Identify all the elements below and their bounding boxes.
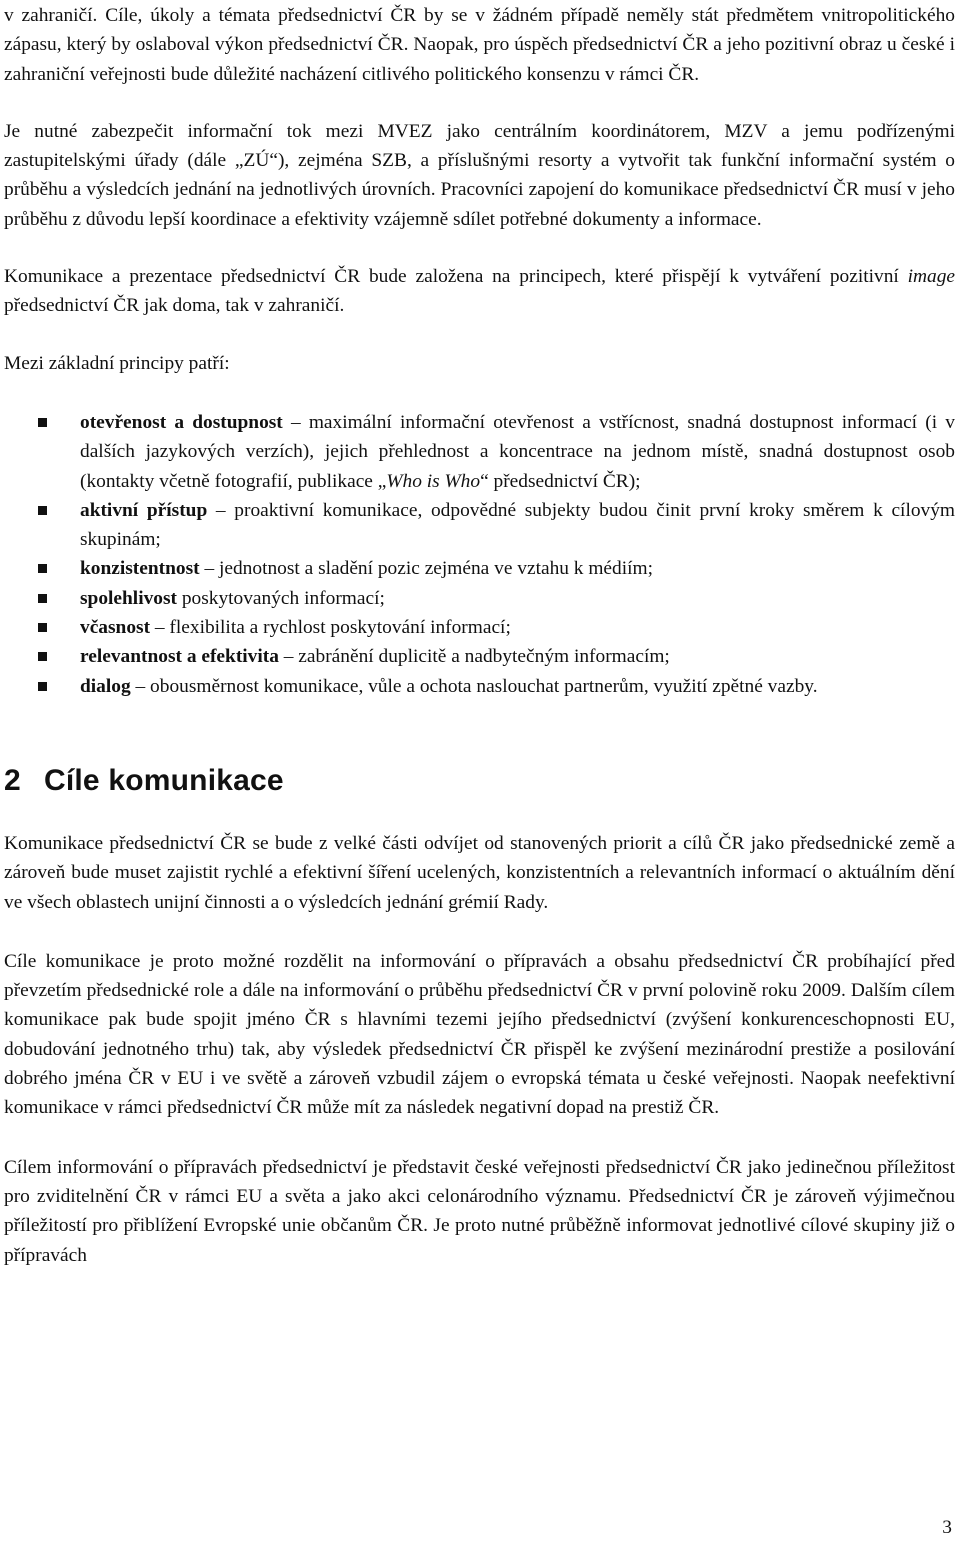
square-bullet-icon xyxy=(38,623,47,632)
principle-term: relevantnost a efektivita xyxy=(80,646,279,668)
square-bullet-icon xyxy=(38,506,47,515)
principle-item xyxy=(4,613,955,642)
principle-item xyxy=(4,496,955,555)
principle-item xyxy=(4,408,955,496)
principle-text: – maximální informační otevřenost a vstřícnost, snadná dostupnost informací (i v dalších jazykových verzích), jejich přehlednost a koncentrace na jednom místě, snadná dostupnost osob (kontakty včetně fotografií, publikace „ xyxy=(80,411,955,492)
square-bullet-icon xyxy=(38,682,47,691)
section-number: 2 xyxy=(4,763,21,797)
principle-term: dialog xyxy=(80,675,131,697)
principle-text: poskytovaných informací; xyxy=(176,587,385,609)
principle-term: aktivní přístup xyxy=(80,499,208,521)
principle-term: včasnost xyxy=(80,617,151,639)
principle-text: – flexibilita a rychlost poskytování informací; xyxy=(150,617,511,639)
info-flow-paragraph: Je nutné zabezpečit informační tok mezi MVEZ jako centrálním koordinátorem, MZV a jemu podřízenými zastupitelskými úřady (dále „ZÚ“), zejména SZB, a příslušnými resorty a vytvořit tak funkční informační systém o průběhu a výsledcích jednání na jednotlivých úrovních. Pracovníci zapojení do komunikace předsednictví ČR musí v jeho průběhu z důvodu lepší koordinace a efektivity vzájemně sdílet potřebné dokumenty a informace. xyxy=(4,120,955,230)
presentation-text-before: Komunikace a prezentace předsednictví ČR bude založena na principech, které přispějí k vytváření pozitivní xyxy=(4,266,908,288)
section-paragraph: Cílem informování o přípravách předsednictví je představit české veřejnosti předsednictví ČR jako jedinečnou příležitost pro zviditelnění ČR v rámci EU a světa a jako akci celonárodního významu. Předsednictví ČR je zároveň výjimečnou příležitostí pro přiblížení Evropské unie občanům ČR. Je proto nutné průběžně informovat jednotlivé cílové skupiny již o přípravách xyxy=(4,1156,955,1266)
intro-paragraph: v zahraničí. Cíle, úkoly a témata předsednictví ČR by se v žádném případě neměly stát předmětem vnitropolitického zápasu, který by oslaboval výkon předsednictví ČR. Naopak, pro úspěch předsednictví ČR a jeho pozitivní obraz u české i zahraniční veřejnosti bude důležité nacházení citlivého politického konsenzu v rámci ČR. xyxy=(4,5,955,85)
principle-term: konzistentnost xyxy=(80,558,200,580)
principle-item xyxy=(4,584,955,613)
page-number: 3 xyxy=(942,1517,952,1538)
section-paragraph: Komunikace předsednictví ČR se bude z velké části odvíjet od stanovených priorit a cílů ČR jako předsednické země a zároveň bude muset zajistit rychlé a efektivní šíření ucelených, konzistentních a relevantních informací o aktuálním dění ve všech oblastech unijní činnosti a o výsledcích jednání grémií Rady. xyxy=(4,832,955,913)
square-bullet-icon xyxy=(38,594,47,603)
document-page xyxy=(4,0,955,1270)
section-heading xyxy=(4,763,955,799)
presentation-text-after: předsednictví ČR jak doma, tak v zahraničí. xyxy=(4,295,345,317)
principle-item xyxy=(4,554,955,583)
principle-term: otevřenost a dostupnost xyxy=(80,411,283,433)
section-paragraph: Cíle komunikace je proto možné rozdělit na informování o přípravách a obsahu předsednictví ČR probíhající před převzetím předsednické role a dále na informování o průběhu předsednictví ČR v první polovině roku 2009. Dalším cílem komunikace pak bude spojit jméno ČR s hlavními tezemi jejího předsednictví (zvýšení konkurenceschopnosti EU, dobudování jednotného trhu) tak, aby výsledek předsednictví ČR přispěl ke zvýšení mezinárodní prestiže a posilování dobrého jména ČR v EU i ve světě a zároveň vzbudil zájem o evropská témata u české veřejnosti. Naopak neefektivní komunikace v rámci předsednictví ČR může mít za následek negativní dopad na prestiž ČR. xyxy=(4,950,955,1119)
square-bullet-icon xyxy=(38,564,47,573)
section-title: Cíle komunikace xyxy=(44,763,284,797)
principle-text: – obousměrnost komunikace, vůle a ochota naslouchat partnerům, využití zpětné vazby. xyxy=(130,675,818,697)
principles-intro: Mezi základní principy patří: xyxy=(4,352,230,374)
presentation-paragraph xyxy=(4,262,955,321)
principles-list xyxy=(4,408,955,701)
principle-text: – proaktivní komunikace, odpovědné subjekty budou činit první kroky směrem k cílovým skupinám; xyxy=(80,499,955,551)
principle-item xyxy=(4,642,955,671)
principle-text: – zabránění duplicitě a nadbytečným informacím; xyxy=(278,646,670,668)
principle-term: spolehlivost xyxy=(80,587,177,609)
principle-text-after: “ předsednictví ČR); xyxy=(480,470,641,492)
square-bullet-icon xyxy=(38,652,47,661)
presentation-italic-word: image xyxy=(907,266,955,288)
principle-item xyxy=(4,672,955,701)
principle-italic: Who is Who xyxy=(386,470,481,492)
square-bullet-icon xyxy=(38,418,47,427)
principle-text: – jednotnost a sladění pozic zejména ve vztahu k médiím; xyxy=(199,558,653,580)
